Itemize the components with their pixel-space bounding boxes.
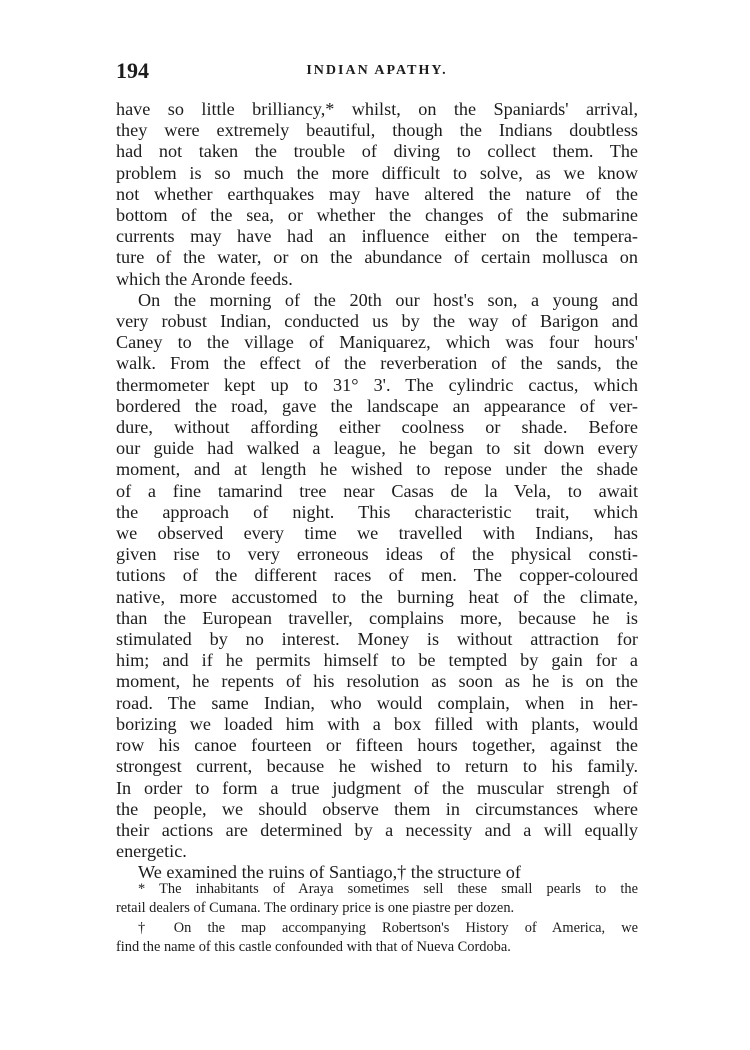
text-line: moment, and at length he wished to repose under the shade [116,459,638,480]
text-line: Caney to the village of Maniquarez, which was four hours' [116,332,638,353]
footnote-line: * The inhabitants of Araya sometimes sell these small pearls to the [138,881,638,897]
text-line: walk. From the effect of the reverberation of the sands, the [116,353,638,374]
text-line: our guide had walked a league, he began to sit down every [116,438,638,459]
text-line: of a fine tamarind tree near Casas de la Vela, to await [116,480,638,501]
text-line: borizing we loaded him with a box filled with plants, would [116,713,638,734]
footnote [116,880,638,919]
text-line: which the Aronde feeds. [116,268,293,289]
footnotes [116,880,638,958]
body-text [116,99,638,884]
text-line: In order to form a true judgment of the muscular strengh of [116,777,638,798]
text-line: native, more accustomed to the burning heat of the climate, [116,586,638,607]
text-line: currents may have had an influence either on the tempera- [116,226,638,247]
text-line: strongest current, because he wished to return to his family. [116,756,638,777]
text-line: thermometer kept up to 31° 3'. The cylindric cactus, which [116,374,638,395]
text-line: we observed every time we travelled with Indians, has [116,523,638,544]
text-line: than the European traveller, complains more, because he is [116,607,638,628]
text-line: moment, he repents of his resolution as soon as he is on the [116,671,638,692]
page-number: 194 [116,58,149,83]
footnote-line: † On the map accompanying Robertson's History of America, we [138,919,638,936]
text-line: ture of the water, or on the abundance of certain mollusca on [116,247,638,268]
paragraph [116,290,638,862]
text-line: energetic. [116,841,187,862]
text-line: not whether earthquakes may have altered the nature of the [116,183,638,204]
text-line: dure, without affording either coolness or shade. Before [116,417,638,438]
footnote-line: retail dealers of Cumana. The ordinary price is one piastre per dozen. [116,900,515,917]
text-line: bordered the road, gave the landscape an appearance of ver- [116,395,638,416]
text-line: bottom of the sea, or whether the changes of the submarine [116,205,638,226]
text-line: problem is so much the more difficult to solve, as we know [116,162,638,183]
text-line: stimulated by no interest. Money is without attraction for [116,629,638,650]
paragraph [116,99,638,290]
text-line: row his canoe fourteen or fifteen hours together, against the [116,735,638,756]
text-line: him; and if he permits himself to be tempted by gain for a [116,650,638,671]
text-line: On the morning of the 20th our host's son, a young and [138,289,638,310]
text-line: they were extremely beautiful, though the Indians doubtless [116,120,638,141]
footnote [116,919,638,958]
text-line: the people, we should observe them in circumstances where [116,798,638,819]
running-head: INDIAN APATHY. [306,63,448,78]
text-line: the approach of night. This characteristic trait, which [116,501,638,522]
text-line: road. The same Indian, who would complain, when in her- [116,692,638,713]
text-line: their actions are determined by a necessity and a will equally [116,819,638,840]
text-line: We examined the ruins of Santiago,† the structure of [138,862,521,883]
text-line: very robust Indian, conducted us by the way of Barigon and [116,311,638,332]
footnote-line: find the name of this castle confounded with that of Nueva Cordoba. [116,939,511,956]
text-line: given rise to very erroneous ideas of the physical consti- [116,544,638,565]
text-line: have so little brilliancy,* whilst, on the Spaniards' arrival, [116,99,638,119]
text-line: had not taken the trouble of diving to collect them. The [116,141,638,162]
page-header [116,58,638,82]
text-line: tutions of the different races of men. The copper-coloured [116,565,638,586]
